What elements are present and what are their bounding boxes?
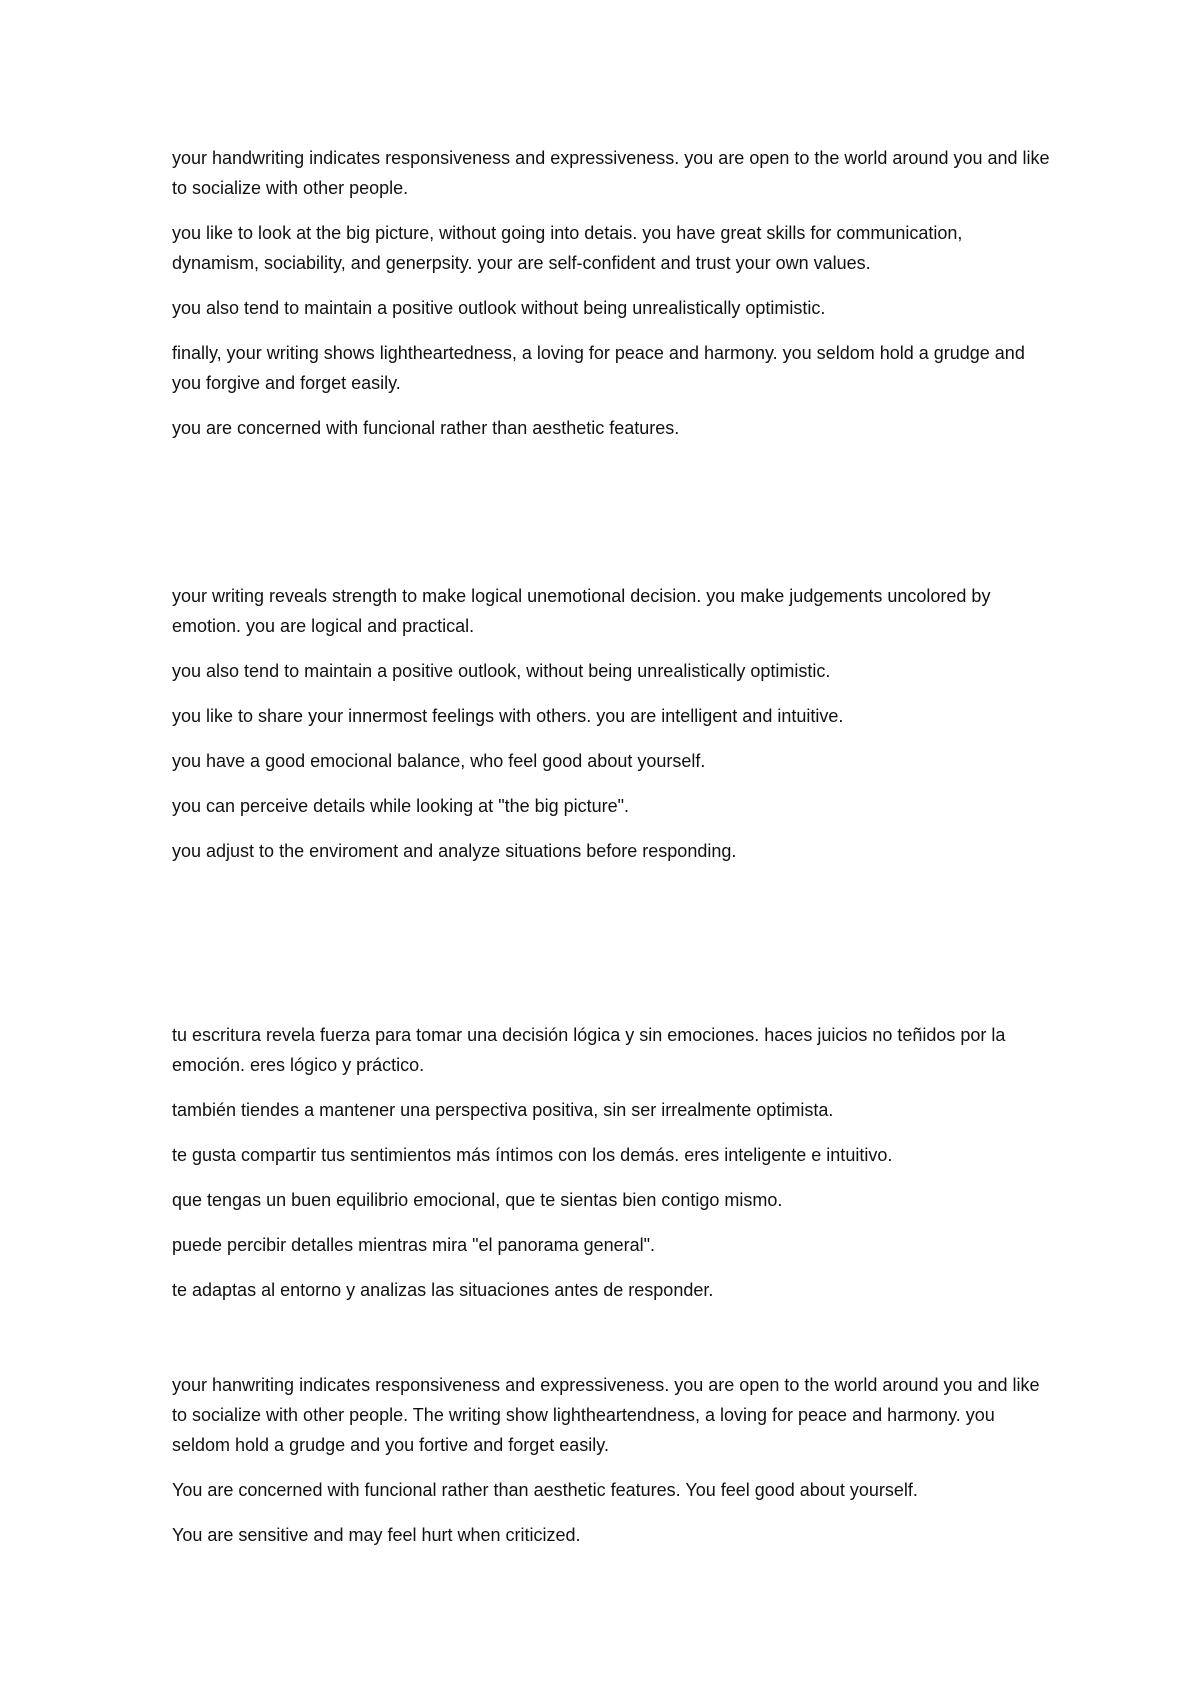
paragraph: puede percibir detalles mientras mira "el panorama general". xyxy=(172,1235,656,1255)
paragraph: también tiendes a mantener una perspectiva positiva, sin ser irrealmente optimista. xyxy=(172,1100,834,1120)
paragraph: your handwriting indicates responsiveness and expressiveness. you are open to the world around you and like to socialize with other people. xyxy=(172,148,1050,198)
paragraph: you have a good emocional balance, who feel good about yourself. xyxy=(172,751,706,771)
paragraph: You are concerned with funcional rather than aesthetic features. You feel good about yourself. xyxy=(172,1480,918,1500)
paragraph: te adaptas al entorno y analizas las situaciones antes de responder. xyxy=(172,1280,714,1300)
paragraph: you adjust to the enviroment and analyze situations before responding. xyxy=(172,841,737,861)
paragraph: you like to share your innermost feelings with others. you are intelligent and intuitive. xyxy=(172,706,844,726)
paragraph: te gusta compartir tus sentimientos más íntimos con los demás. eres inteligente e intuitivo. xyxy=(172,1145,893,1165)
paragraph: your hanwriting indicates responsiveness and expressiveness. you are open to the world around you and like to socialize with other people. The writing show lightheartendness, a loving for peace and harmony. you seldom hold a grudge and you fortive and forget easily. xyxy=(172,1375,1040,1455)
section-english-3 xyxy=(172,1370,1052,1565)
paragraph: you also tend to maintain a positive outlook, without being unrealistically optimistic. xyxy=(172,661,831,681)
paragraph: You are sensitive and may feel hurt when criticized. xyxy=(172,1525,581,1545)
paragraph: you like to look at the big picture, without going into detais. you have great skills for communication, dynamism, sociability, and generpsity. your are self-confident and trust your own values. xyxy=(172,223,963,273)
section-spanish xyxy=(172,1020,1052,1320)
paragraph: you can perceive details while looking at "the big picture". xyxy=(172,796,630,816)
paragraph: you are concerned with funcional rather than aesthetic features. xyxy=(172,418,680,438)
paragraph: que tengas un buen equilibrio emocional, que te sientas bien contigo mismo. xyxy=(172,1190,783,1210)
section-english-1 xyxy=(172,143,1052,458)
paragraph: tu escritura revela fuerza para tomar una decisión lógica y sin emociones. haces juicios no teñidos por la emoción. eres lógico y práctico. xyxy=(172,1025,1006,1075)
section-english-2 xyxy=(172,581,1052,881)
paragraph: finally, your writing shows lightheartedness, a loving for peace and harmony. you seldom hold a grudge and you forgive and forget easily. xyxy=(172,343,1025,393)
paragraph: your writing reveals strength to make logical unemotional decision. you make judgements uncolored by emotion. you are logical and practical. xyxy=(172,586,991,636)
paragraph: you also tend to maintain a positive outlook without being unrealistically optimistic. xyxy=(172,298,826,318)
